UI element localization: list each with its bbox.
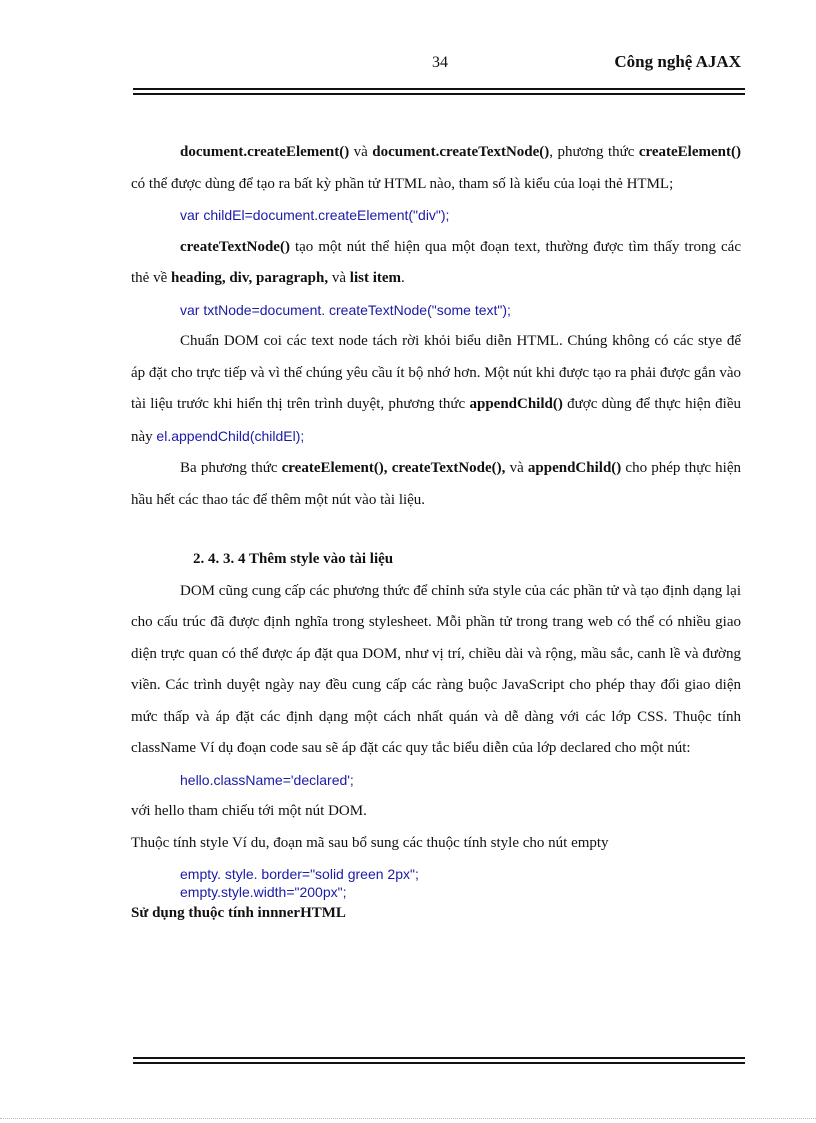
code-example: empty.style.width="200px"; [180,884,347,900]
paragraph-three-methods [131,453,741,516]
text-run: và [328,270,350,286]
page-number: 34 [432,54,448,71]
header-rule [133,88,745,95]
text-line: Thuộc tính style Ví du, đoạn mã sau bổ sung các thuộc tính style cho nút empty [131,834,609,851]
page-body [131,137,741,925]
code-example: hello.className='declared'; [180,771,354,788]
paragraph-create-text-node [131,232,741,295]
running-title: Công nghệ AJAX [614,52,741,71]
method-name: document.createElement() [180,144,350,160]
paragraph-dom-standard [131,326,741,453]
code-example: var txtNode=document. createTextNode("some text"); [180,301,511,318]
method-name: createElement() [638,144,741,160]
text-run: tạo một nút thể hiện qua một đoạn text, thường được tìm thấy trong các thẻ về [131,238,741,286]
footer-rule [133,1057,745,1064]
method-name: createTextNode(), [391,460,506,476]
code-example: var childEl=document.createElement("div"); [180,207,450,223]
paragraph-style: DOM cũng cung cấp các phương thức để chỉnh sửa style của các phần tử và tạo định dạng lại cho cấu trúc đã được định nghĩa trong stylesheet. Mỗi phần tử trong trang web có thể có nhiều giao diện trực quan có thể được áp đặt qua DOM, như vị trí, chiều dài và rộng, mầu sắc, canh lề và đường viền. Các trình duyệt ngày nay đều cung cấp các ràng buộc JavaScript cho phép thay đổi giao diện mức thấp và áp đặt các định dạng một cách nhất quán và dễ dàng với các lớp CSS. Thuộc tính className Ví dụ đoạn code sau sẽ áp đặt các quy tắc biểu diễn của lớp declared cho một nút: [131,582,741,756]
code-example: empty. style. border="solid green 2px"; [180,866,419,882]
text-run: . [401,270,405,286]
tag-list: heading, div, paragraph, [170,270,329,286]
text-run: Ba phương thức [180,460,282,476]
text-run: có thể được dùng để tạo ra bất kỳ phần tử HTML nào, tham số là kiểu của loại thẻ HTML; [131,175,674,192]
inline-code: el.appendChild(childEl); [156,427,305,444]
text-run: được dùng để thực hiện điều này [131,396,741,445]
text-run: Chuẩn DOM coi các text node tách rời khỏi biểu diễn HTML. Chúng không có các stye để áp đặt cho trực tiếp và vì thế chúng yêu cầu ít bộ nhớ hơn. Một nút khi được tạo ra phải được gắn vào tài liệu trước khi hiển thị trên trình duyệt, phương thức [131,333,741,412]
method-name: createElement(), [281,460,388,476]
paragraph-create-element [131,137,741,200]
spacer [131,516,741,544]
subheading: Sử dụng thuộc tính innnerHTML [131,905,346,921]
text-run: , phương thức [549,144,639,160]
tag-list: list item [349,270,402,286]
page-edge [0,1118,816,1119]
method-name: document.createTextNode() [372,144,550,160]
text-run: và [349,144,373,160]
method-name: createTextNode() [180,238,290,255]
section-heading: 2. 4. 3. 4 Thêm style vào tài liệu [193,551,394,567]
text-run: cho phép thực hiện hầu hết các thao tác để thêm một nút vào tài liệu. [131,460,741,508]
method-name: appendChild() [469,396,563,412]
text-line: với hello tham chiếu tới một nút DOM. [131,803,367,819]
method-name: appendChild() [527,460,622,476]
text-run: và [505,460,528,476]
